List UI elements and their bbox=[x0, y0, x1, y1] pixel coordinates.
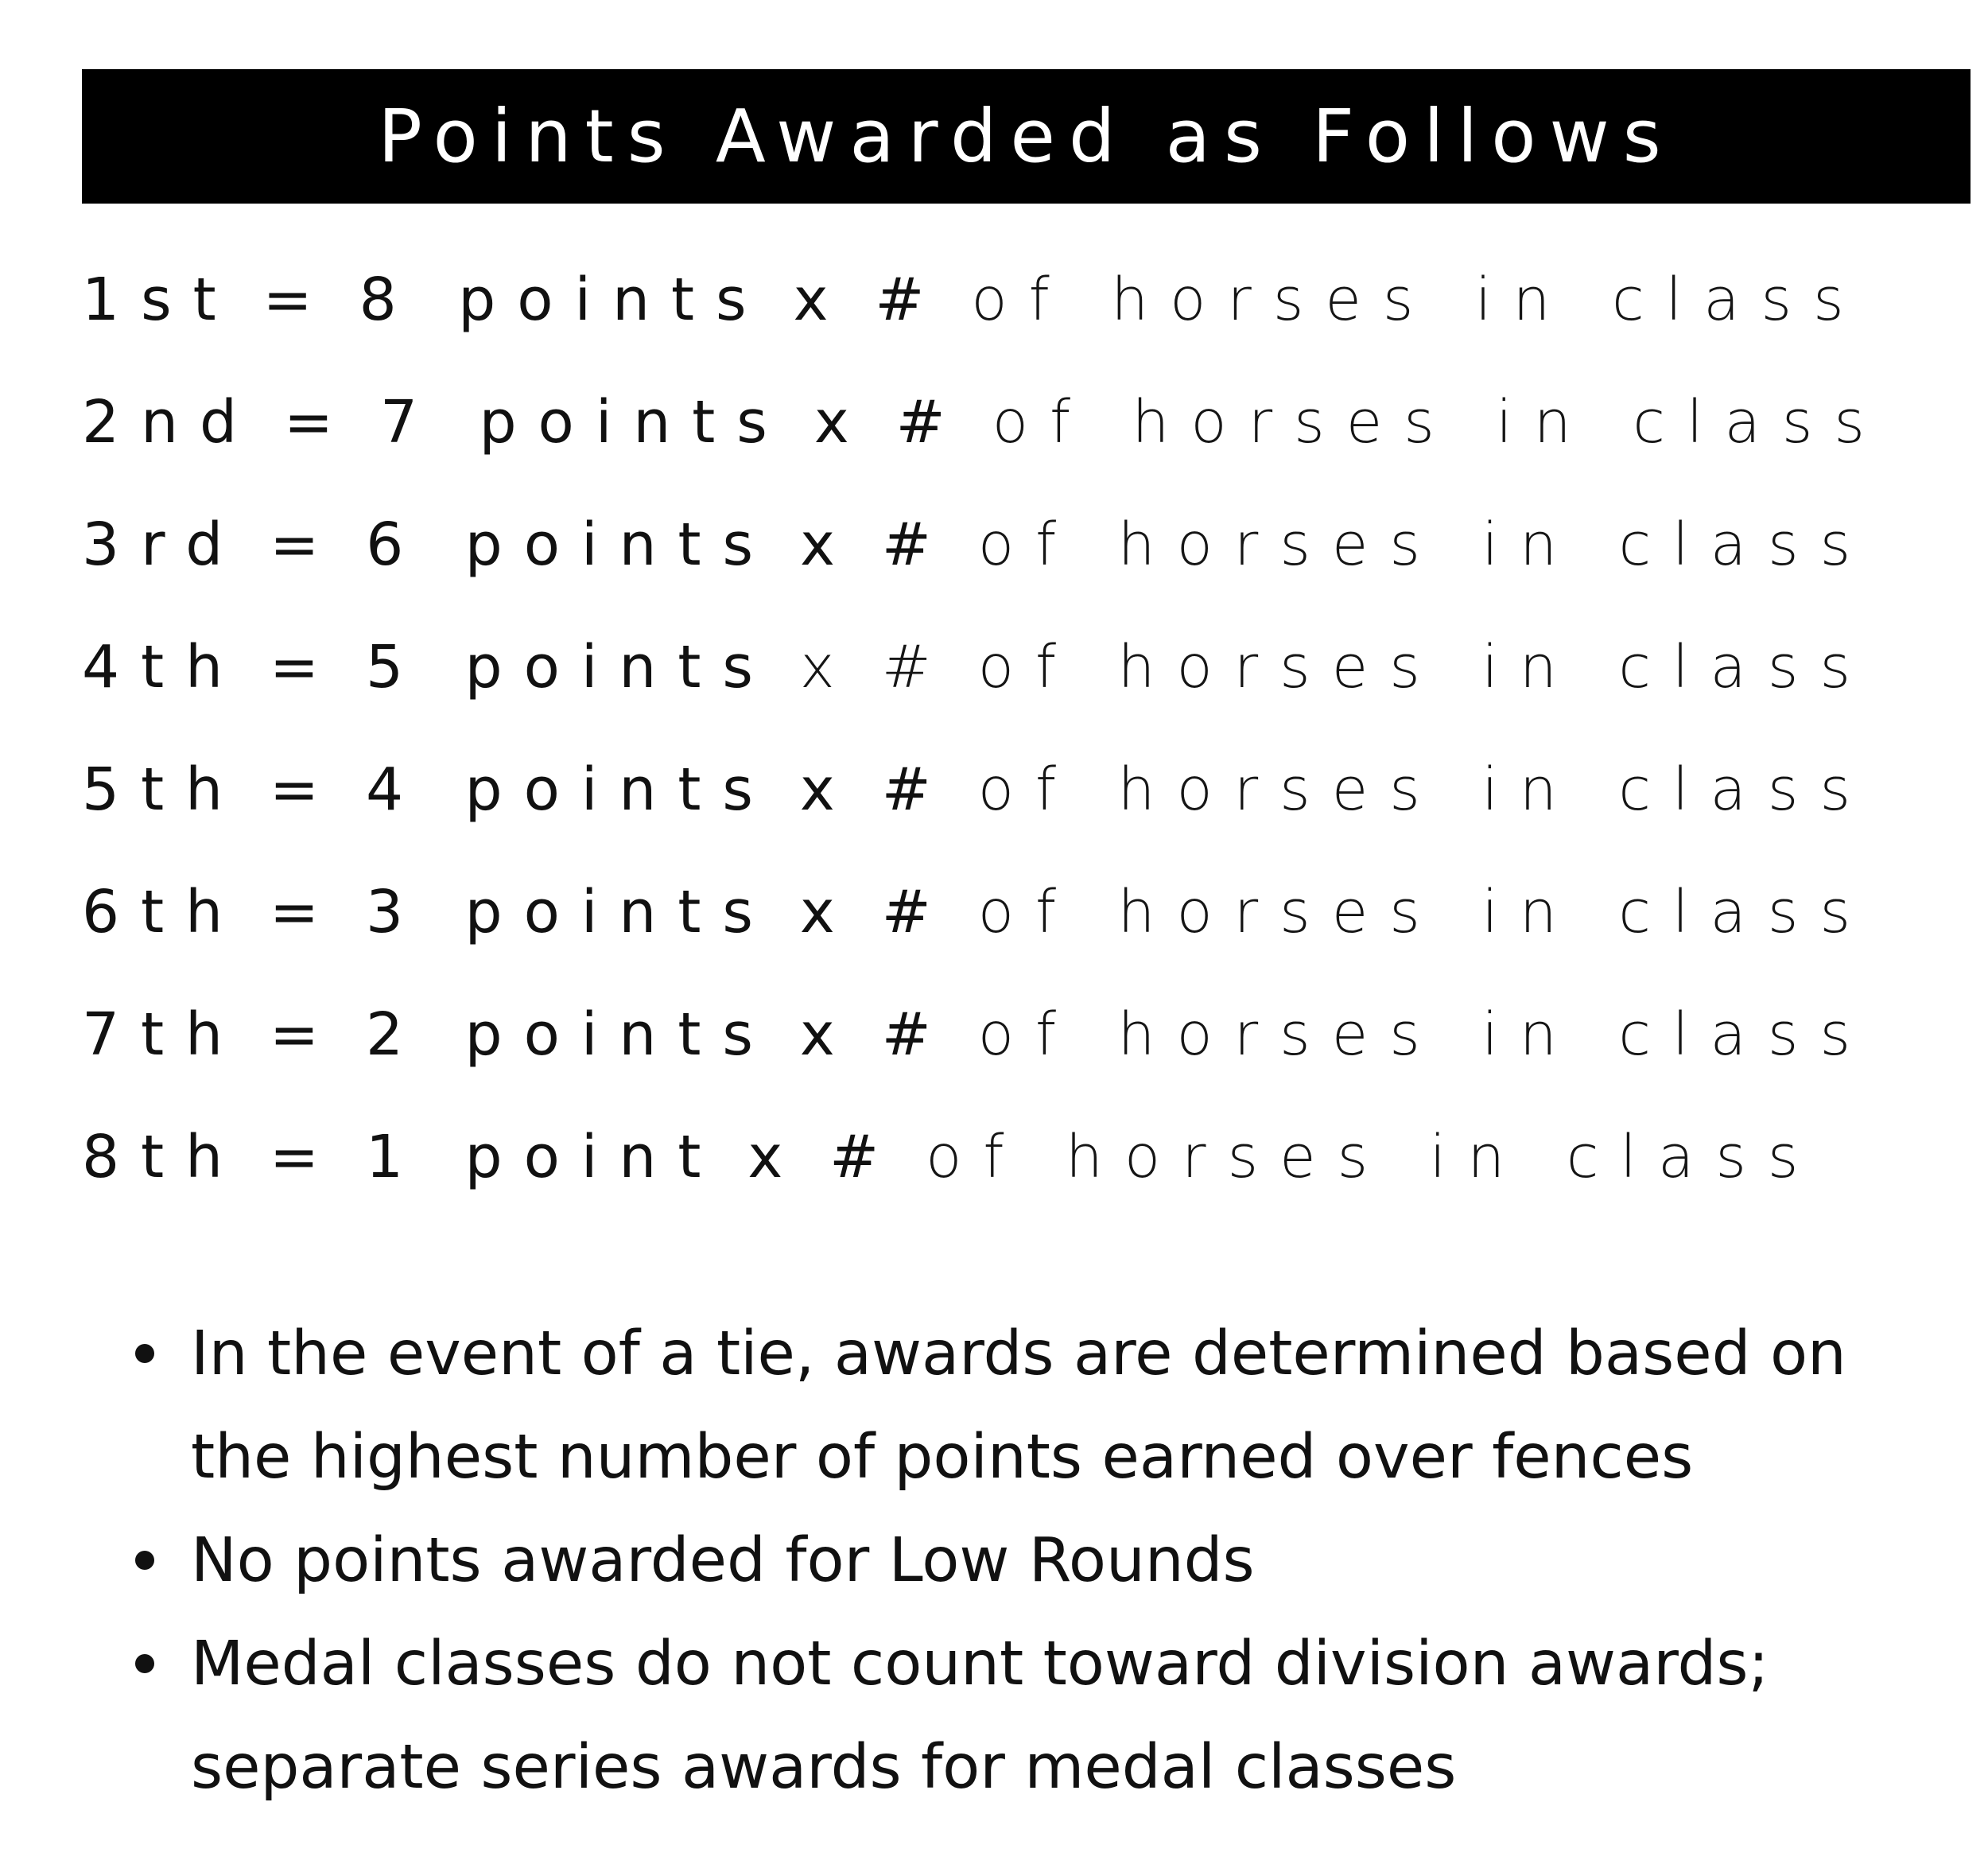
placement-row-6th bbox=[82, 851, 1971, 973]
number-sign: # bbox=[895, 388, 967, 456]
equals-sign: = bbox=[270, 1123, 341, 1191]
number-sign: # bbox=[881, 511, 953, 579]
row-suffix: of horses in class bbox=[926, 1123, 1820, 1191]
placement-label: 1st bbox=[82, 266, 238, 334]
multiply-sign: x bbox=[799, 878, 856, 946]
row-suffix: of horses in class bbox=[977, 633, 1873, 701]
number-sign: # bbox=[829, 1123, 901, 1191]
number-sign: # bbox=[875, 266, 946, 334]
note-text: Medal classes do not count toward division awards; separate series awards for medal classes bbox=[191, 1629, 1769, 1803]
bullet-icon bbox=[135, 1551, 154, 1570]
bullet-icon bbox=[135, 1654, 154, 1673]
row-suffix: of horses in class bbox=[992, 388, 1886, 456]
row-suffix: of horses in class bbox=[977, 1000, 1873, 1069]
equals-sign: = bbox=[270, 633, 341, 701]
number-sign: # bbox=[881, 755, 953, 824]
multiply-sign: x bbox=[799, 1000, 856, 1069]
equals-sign: = bbox=[283, 388, 355, 456]
page-title: Points Awarded as Follows bbox=[378, 93, 1675, 179]
placement-row-3rd bbox=[82, 484, 1971, 606]
equals-sign: = bbox=[262, 266, 334, 334]
points-value: 7 points bbox=[379, 388, 789, 456]
note-text: In the event of a tie, awards are determined based on the highest number of points earned over fences bbox=[191, 1319, 1846, 1493]
placement-label: 4th bbox=[82, 633, 244, 701]
note-item bbox=[135, 1509, 1924, 1613]
multiply-sign: x bbox=[813, 388, 871, 456]
placement-row-1st bbox=[82, 239, 1971, 361]
equals-sign: = bbox=[270, 755, 341, 824]
points-value: 8 points bbox=[359, 266, 768, 334]
placement-row-4th bbox=[82, 606, 1971, 728]
placement-label: 2nd bbox=[82, 388, 258, 456]
row-suffix: of horses in class bbox=[977, 878, 1873, 946]
equals-sign: = bbox=[270, 878, 341, 946]
equals-sign: = bbox=[270, 511, 341, 579]
note-text: No points awarded for Low Rounds bbox=[191, 1525, 1255, 1596]
row-suffix: of horses in class bbox=[971, 266, 1866, 334]
notes-list bbox=[135, 1303, 1924, 1820]
placement-row-5th bbox=[82, 728, 1971, 851]
equals-sign: = bbox=[270, 1000, 341, 1069]
points-value: 4 points bbox=[366, 755, 775, 824]
bullet-icon bbox=[135, 1344, 154, 1363]
row-suffix: of horses in class bbox=[977, 755, 1873, 824]
multiply-sign: x bbox=[793, 266, 850, 334]
points-value: 3 points bbox=[366, 878, 775, 946]
number-sign: # bbox=[881, 633, 953, 701]
note-item bbox=[135, 1613, 1924, 1820]
number-sign: # bbox=[881, 878, 953, 946]
title-banner bbox=[82, 69, 1971, 204]
note-item bbox=[135, 1303, 1924, 1509]
points-value: 2 points bbox=[366, 1000, 775, 1069]
placement-label: 7th bbox=[82, 1000, 244, 1069]
placement-row-7th bbox=[82, 973, 1971, 1096]
placement-row-2nd bbox=[82, 361, 1971, 484]
points-value: 6 points bbox=[366, 511, 775, 579]
multiply-sign: x bbox=[799, 755, 856, 824]
multiply-sign: x bbox=[800, 511, 856, 579]
points-value: 1 point bbox=[366, 1123, 723, 1191]
placement-label: 5th bbox=[82, 755, 244, 824]
number-sign: # bbox=[881, 1000, 953, 1069]
placement-label: 3rd bbox=[82, 511, 245, 579]
multiply-sign: x bbox=[747, 1123, 805, 1191]
placement-label: 6th bbox=[82, 878, 244, 946]
placement-label: 8th bbox=[82, 1123, 244, 1191]
multiply-sign: x bbox=[799, 633, 856, 701]
row-suffix: of horses in class bbox=[977, 511, 1873, 579]
placement-row-8th bbox=[82, 1096, 1971, 1218]
points-table bbox=[82, 239, 1971, 1218]
points-value: 5 points bbox=[366, 633, 775, 701]
